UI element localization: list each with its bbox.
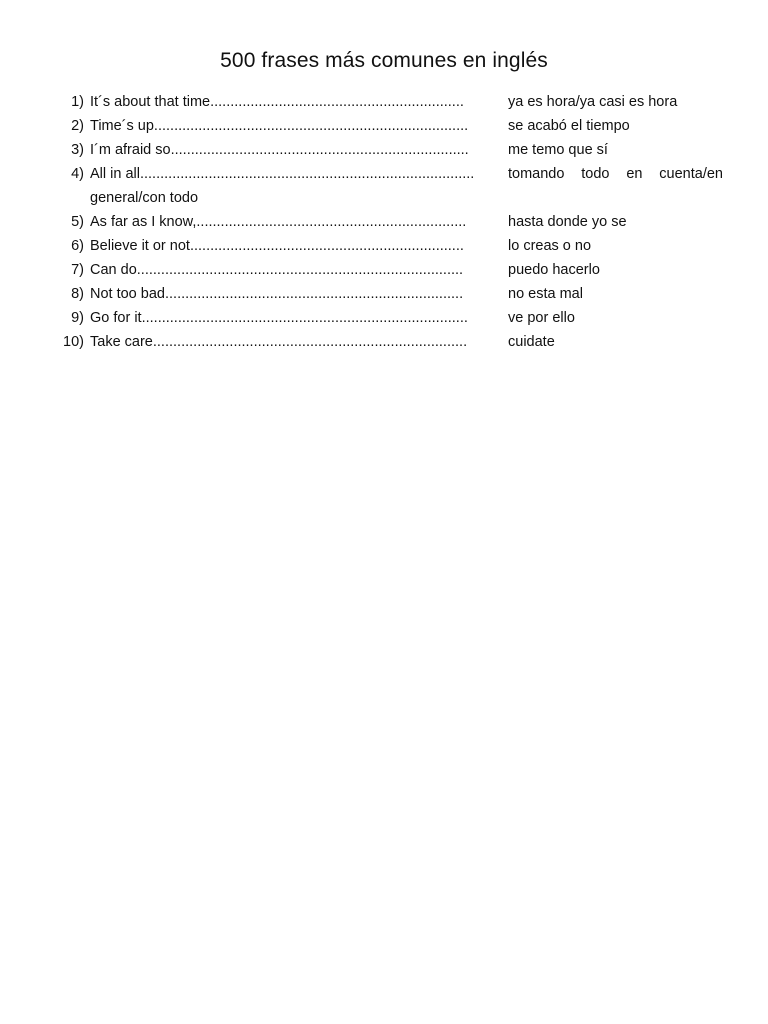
english-phrase: Not too bad.......................................................................... (90, 286, 464, 302)
leader-dots: .............................................................................. (152, 334, 468, 350)
list-item (0, 210, 768, 234)
spanish-translation: hasta donde yo se (508, 214, 627, 230)
item-number: 3) (71, 142, 84, 158)
spanish-translation: no esta mal (508, 286, 583, 302)
english-phrase: Take care.............................................................................. (90, 334, 468, 350)
list-item (0, 306, 768, 330)
spanish-translation: se acabó el tiempo (508, 118, 630, 134)
english-phrase: I´m afraid so.......................................................................... (90, 142, 469, 158)
leader-dots: .................................................................... (189, 238, 464, 254)
item-number: 2) (71, 118, 84, 134)
item-number: 5) (71, 214, 84, 230)
item-number: 4) (71, 166, 84, 182)
english-phrase: All in all................................................................................... (90, 166, 475, 182)
spanish-translation: puedo hacerlo (508, 262, 600, 278)
list-item-continuation (0, 186, 768, 210)
spanish-translation: cuidate (508, 334, 555, 350)
list-item (0, 114, 768, 138)
english-phrase: Can do................................................................................. (90, 262, 464, 278)
spanish-translation: ve por ello (508, 310, 575, 326)
leader-dots: ............................................................... (210, 94, 464, 110)
list-item (0, 138, 768, 162)
item-number: 10) (63, 334, 84, 350)
list-item (0, 330, 768, 354)
list-item (0, 234, 768, 258)
item-number: 1) (71, 94, 84, 110)
list-item (0, 258, 768, 282)
leader-dots: ................................................................................... (139, 166, 475, 182)
list-item (0, 282, 768, 306)
spanish-translation: ya es hora/ya casi es hora (508, 94, 678, 110)
list-item (0, 90, 768, 114)
leader-dots: ................................................................................. (136, 262, 464, 278)
phrase-list (0, 90, 768, 354)
english-phrase: Go for it................................................................................. (90, 310, 468, 326)
page-title: 500 frases más comunes en inglés (220, 49, 548, 72)
english-phrase: As far as I know,................................................................... (90, 214, 467, 230)
spanish-translation: me temo que sí (508, 142, 608, 158)
english-phrase: It´s about that time............................................................... (90, 94, 464, 110)
spanish-translation: tomando todo en cuenta/en (508, 166, 723, 182)
list-item (0, 162, 768, 186)
english-phrase: Time´s up.............................................................................. (90, 118, 469, 134)
item-number: 8) (71, 286, 84, 302)
item-number: 7) (71, 262, 84, 278)
item-number: 6) (71, 238, 84, 254)
spanish-translation-continued: general/con todo (90, 190, 199, 206)
leader-dots: .......................................................................... (164, 286, 464, 302)
leader-dots: .......................................................................... (170, 142, 469, 158)
spanish-translation: lo creas o no (508, 238, 592, 254)
leader-dots: ................................................................................. (141, 310, 468, 326)
english-phrase: Believe it or not.................................................................... (90, 238, 464, 254)
item-number: 9) (71, 310, 84, 326)
leader-dots: ................................................................... (196, 214, 467, 230)
leader-dots: .............................................................................. (153, 118, 469, 134)
